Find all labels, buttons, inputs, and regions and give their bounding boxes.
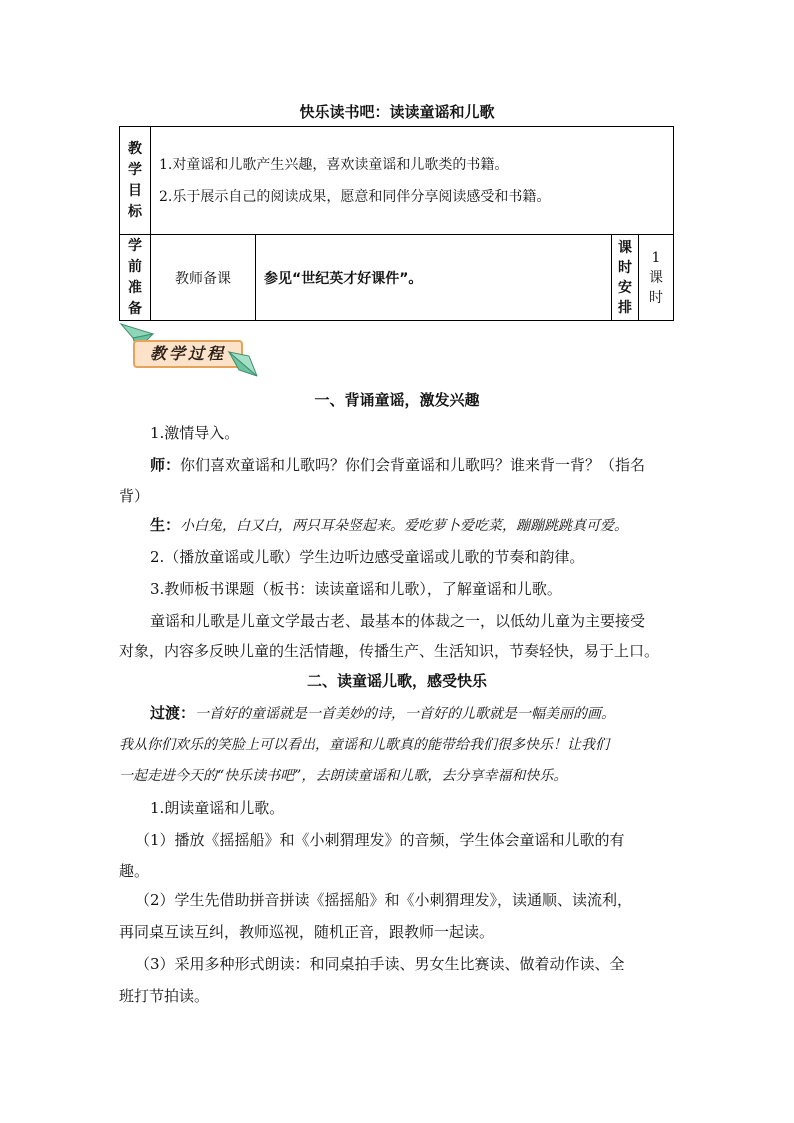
document-title: 快乐读书吧：读读童谣和儿歌 <box>299 103 495 121</box>
paragraph: 童谣和儿歌是儿童文学最古老、最基本的体裁之一，以低幼儿童为主要接受 <box>150 612 646 630</box>
paragraph: 1.激情导入。 <box>150 424 240 442</box>
paragraph: 班打节拍读。 <box>119 987 210 1005</box>
section-heading: 二、读童谣儿歌，感受快乐 <box>306 672 487 690</box>
section-heading: 一、背诵童谣，激发兴趣 <box>314 391 480 409</box>
prep-who: 教师备课 <box>151 235 256 321</box>
speaker-label: 生： <box>150 516 181 534</box>
paragraph: 背） <box>119 487 150 505</box>
prep-what: 参见“世纪英才好课件”。 <box>256 235 612 321</box>
lesson-info-table <box>119 126 674 321</box>
paragraph: （2）学生先借助拼音拼读《摇摇船》和《小刺猬理发》，读通顺、读流利， <box>135 891 633 909</box>
paragraph: 一起走进今天的“快乐读书吧”，去朗读童谣和儿歌，去分享幸福和快乐。 <box>119 768 568 784</box>
paragraph: 1.朗读童谣和儿歌。 <box>150 799 285 817</box>
goal-item: 1.对童谣和儿歌产生兴趣，喜欢读童谣和儿歌类的书籍。 <box>159 156 509 173</box>
goals-content <box>151 127 674 235</box>
goals-label: 教 学 目 标 <box>120 127 151 235</box>
speaker-label: 师： <box>150 456 181 474</box>
paragraph: （3）采用多种形式朗读：和同桌拍手读、男女生比赛读、做着动作读、全 <box>135 955 625 973</box>
prep-label: 学 前 准 备 <box>120 235 151 321</box>
paragraph: 3.教师板书课题（板书：读读童谣和儿歌），了解童谣和儿歌。 <box>150 580 562 598</box>
paragraph: 我从你们欢乐的笑脸上可以看出，童谣和儿歌真的能带给我们很多快乐！让我们 <box>119 737 609 753</box>
paper-plane-icon <box>227 348 259 378</box>
prep-row <box>120 235 674 321</box>
speaker-label: 过渡： <box>150 704 196 722</box>
teacher-line: 师：你们喜欢童谣和儿歌吗？你们会背童谣和儿歌吗？谁来背一背？（指名 <box>150 456 646 474</box>
student-line: 生：小白兔，白又白，两只耳朵竖起来。爱吃萝卜爱吃菜，蹦蹦跳跳真可爱。 <box>150 516 629 534</box>
paragraph: （1）播放《摇摇船》和《小刺猬理发》的音频，学生体会童谣和儿歌的有 <box>135 831 625 849</box>
hours-label: 课 时 安 排 <box>612 235 639 321</box>
goals-row <box>120 127 674 235</box>
banner-label: 教学过程 <box>133 340 243 368</box>
transition-line: 过渡：一首好的童谣就是一首美妙的诗，一首好的儿歌就是一幅美丽的画。 <box>150 704 616 722</box>
hours-value: 1 课 时 <box>639 235 674 321</box>
paragraph: 2.（播放童谣或儿歌）学生边听边感受童谣或儿歌的节奏和韵律。 <box>150 548 585 566</box>
paragraph: 趣。 <box>119 862 150 880</box>
teaching-process-banner <box>119 322 259 380</box>
goal-item: 2.乐于展示自己的阅读成果，愿意和同伴分享阅读感受和书籍。 <box>159 188 551 205</box>
paragraph: 对象，内容多反映儿童的生活情趣，传播生产、生活知识，节奏轻快，易于上口。 <box>119 642 660 660</box>
paragraph: 再同桌互读互纠，教师巡视，随机正音，跟教师一起读。 <box>119 923 495 941</box>
